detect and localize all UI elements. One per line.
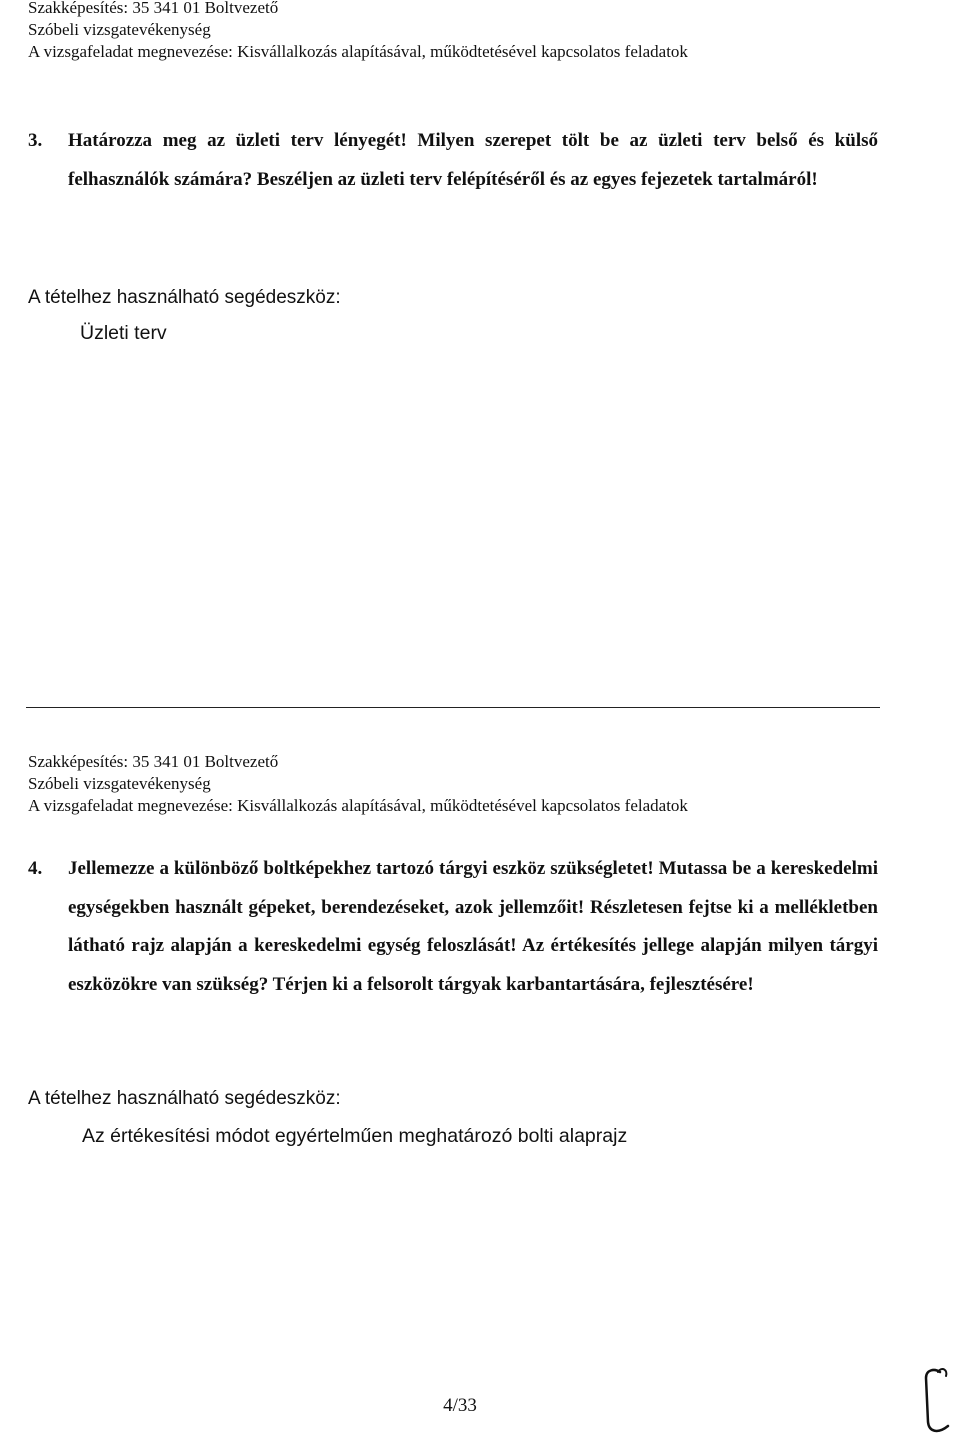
page-separator	[26, 707, 880, 708]
aid-value: Üzleti terv	[80, 322, 167, 344]
aid-label: A tételhez használható segédeszköz:	[28, 287, 341, 308]
header-task-name: A vizsgafeladat megnevezése: Kisvállalkozás alapításával, működtetésével kapcsolatos feladatok	[28, 42, 688, 61]
question-text: Jellemezze a különböző boltképekhez tartozó tárgyi eszköz szükségletet! Mutassa be a kereskedelmi egységekben használt gépeket, berendezéseket, azok jellemzőit! Részletesen fejtse ki a mellékletben látható rajz alapján a kereskedelmi egység feloszlását! Az értékesítés jellege alapján milyen tárgyi eszközökre van szükség? Térjen ki a felsorolt tárgyak karbantartására, fejlesztésére!	[68, 858, 878, 995]
question-text: Határozza meg az üzleti terv lényegét! Milyen szerepet tölt be az üzleti terv belső és külső felhasználók számára? Beszéljen az üzleti terv felépítéséről és az egyes fejezetek tartalmáról!	[68, 130, 878, 190]
header-activity: Szóbeli vizsgatevékenység	[28, 774, 211, 793]
header-activity: Szóbeli vizsgatevékenység	[28, 20, 211, 39]
aid-value: Az értékesítési módot egyértelműen meghatározó bolti alaprajz	[82, 1125, 628, 1147]
header-task-name: A vizsgafeladat megnevezése: Kisvállalkozás alapításával, működtetésével kapcsolatos feladatok	[28, 796, 688, 815]
page-number: 4/33	[443, 1395, 477, 1416]
question-number: 4.	[28, 858, 43, 879]
question-number: 3.	[28, 130, 43, 151]
header-qualification: Szakképesítés: 35 341 01 Boltvezető	[28, 0, 279, 17]
header-qualification: Szakképesítés: 35 341 01 Boltvezető	[28, 752, 279, 771]
aid-label: A tételhez használható segédeszköz:	[28, 1088, 341, 1109]
handwritten-signature	[918, 1362, 956, 1438]
